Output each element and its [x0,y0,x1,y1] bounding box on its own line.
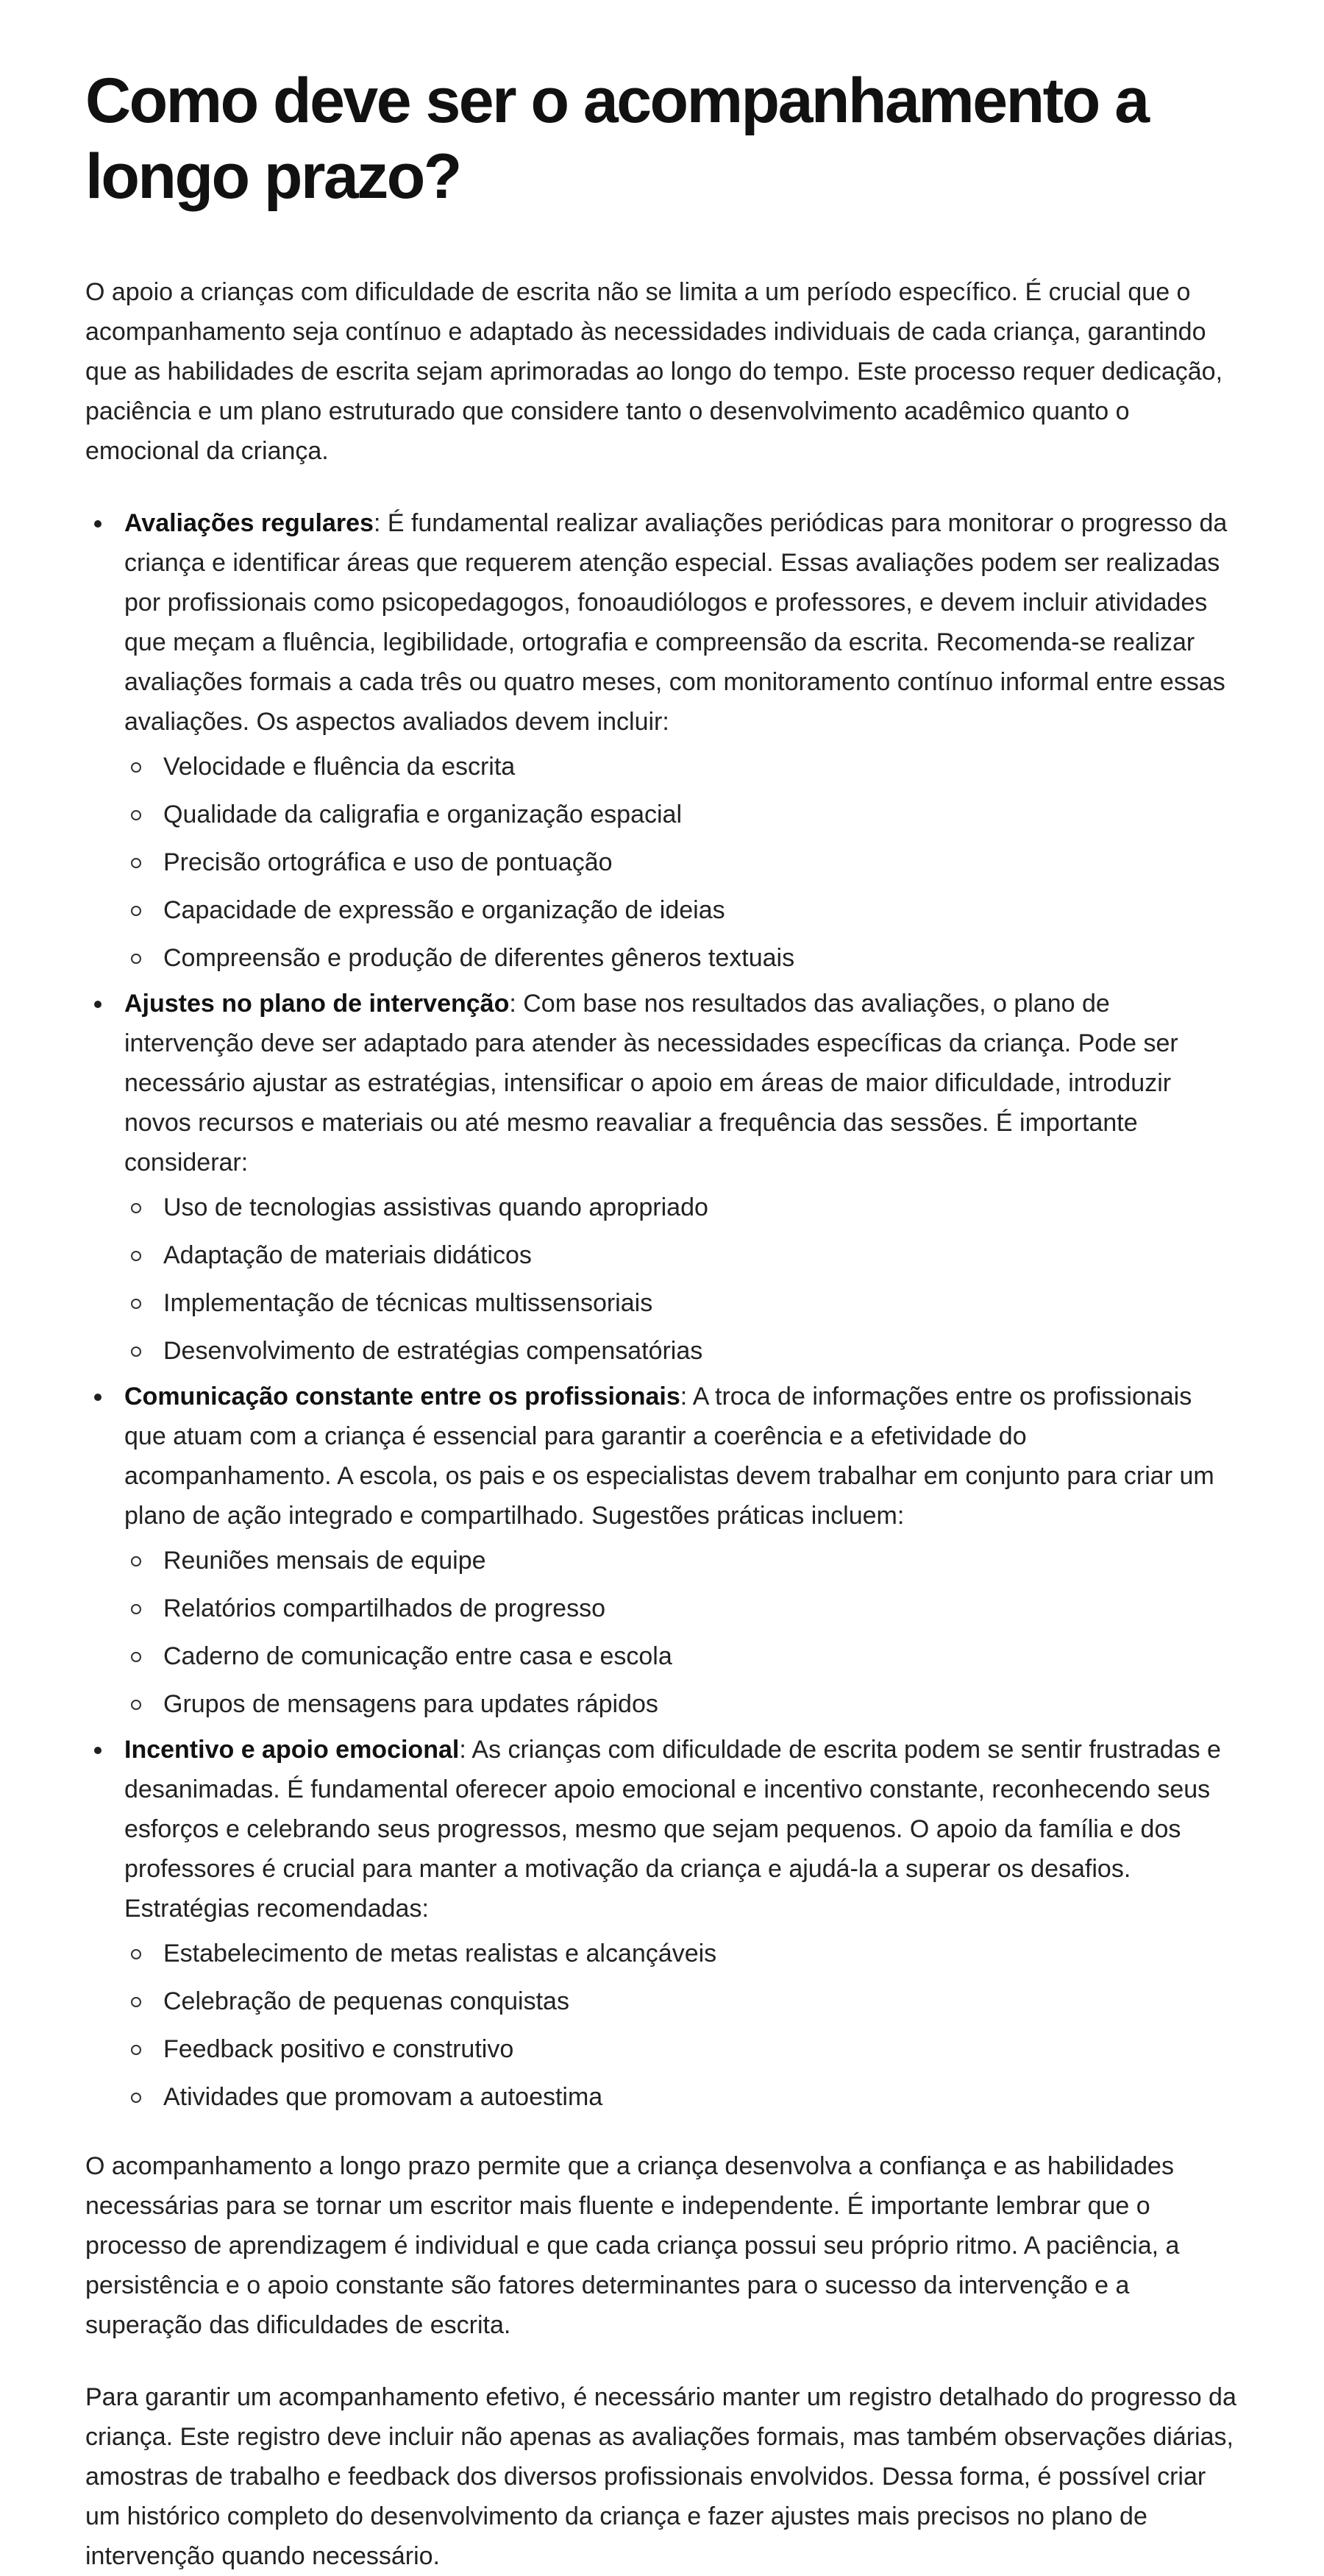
sub-list-item-text: Atividades que promovam a autoestima [163,2083,603,2111]
sub-list-item-text: Adaptação de materiais didáticos [163,1241,532,1269]
sub-list-item [124,2029,1239,2069]
list-item-avaliacoes [85,503,1239,978]
sub-list-item-text: Velocidade e fluência da escrita [163,753,516,781]
sub-list-item [124,842,1239,882]
circle-bullet-icon [131,906,141,916]
circle-bullet-icon [131,810,141,820]
sub-list-item [124,1188,1239,1227]
sub-list [124,747,1239,978]
sub-list [124,1934,1239,2117]
sub-list-item-text: Uso de tecnologias assistivas quando apropriado [163,1193,708,1221]
sub-list-item [124,1331,1239,1371]
sub-list-item-text: Implementação de técnicas multissensoriais [163,1289,653,1317]
bullet-icon [94,1747,102,1754]
list-item-text [124,509,1227,736]
list-item-body: : Com base nos resultados das avaliações, o plano de intervenção deve ser adaptado para atender às necessidades específicas da criança. Pode ser necessário ajustar as estratégias, intensificar o apoio em áreas de maior dificuldade, introduzir novos recursos e materiais ou até mesmo reavaliar a frequência das sessões. É importante considerar: [124,990,1178,1177]
sub-list-item-text: Celebração de pequenas conquistas [163,1987,569,2015]
circle-bullet-icon [131,1700,141,1710]
sub-list-item [124,1541,1239,1580]
list-item-text [124,990,1178,1177]
closing-paragraph: Para garantir um acompanhamento efetivo, é necessário manter um registro detalhado do progresso da criança. Este registro deve incluir não apenas as avaliações formais, mas também observações diárias, amostras de trabalho e feedback dos diversos profissionais envolvidos. Dessa forma, é possível criar um histórico completo do desenvolvimento da criança e fazer ajustes mais precisos no plano de intervenção quando necessário. [85,2383,1236,2570]
sub-list-item-text: Relatórios compartilhados de progresso [163,1594,605,1622]
sub-list [124,1541,1239,1724]
sub-list-item [124,1981,1239,2021]
bullet-icon [94,520,102,528]
list-item-ajustes [85,984,1239,1371]
circle-bullet-icon [131,1997,141,2007]
circle-bullet-icon [131,1556,141,1566]
sub-list-item [124,1589,1239,1628]
sub-list-item-text: Capacidade de expressão e organização de ideias [163,896,725,924]
sub-list-item [124,795,1239,834]
circle-bullet-icon [131,858,141,868]
page-title: Como deve ser o acompanhamento a longo prazo? [85,65,1148,212]
bullet-icon [94,1001,102,1008]
main-list [85,503,1239,2117]
sub-list [124,1188,1239,1371]
circle-bullet-icon [131,2093,141,2103]
bullet-icon [94,1394,102,1401]
sub-list-item [124,938,1239,978]
sub-list-item [124,1283,1239,1323]
circle-bullet-icon [131,762,141,773]
circle-bullet-icon [131,1251,141,1261]
closing-paragraph: O acompanhamento a longo prazo permite que a criança desenvolva a confiança e as habilidades necessárias para se tornar um escritor mais fluente e independente. É importante lembrar que o processo de aprendizagem é individual e que cada criança possui seu próprio ritmo. A paciência, a persistência e o apoio constante são fatores determinantes para o sucesso da intervenção e a superação das dificuldades de escrita. [85,2152,1180,2339]
sub-list-item [124,1235,1239,1275]
sub-list-item [124,890,1239,930]
sub-list-item [124,1934,1239,1973]
list-item-heading: Incentivo e apoio emocional [124,1736,460,1764]
sub-list-item-text: Reuniões mensais de equipe [163,1547,486,1575]
sub-list-item-text: Desenvolvimento de estratégias compensatórias [163,1337,703,1365]
sub-list-item [124,1636,1239,1676]
list-item-incentivo [85,1730,1239,2117]
list-item-body: : A troca de informações entre os profissionais que atuam com a criança é essencial para garantir a coerência e a efetividade do acompanhamento. A escola, os pais e os especialistas devem trabalhar em conjunto para criar um plano de ação integrado e compartilhado. Sugestões práticas incluem: [124,1383,1214,1530]
circle-bullet-icon [131,954,141,964]
intro-paragraph: O apoio a crianças com dificuldade de escrita não se limita a um período específico. É crucial que o acompanhamento seja contínuo e adaptado às necessidades individuais de cada criança, garantindo que as habilidades de escrita sejam aprimoradas ao longo do tempo. Este processo requer dedicação, paciência e um plano estruturado que considere tanto o desenvolvimento acadêmico quanto o emocional da criança. [85,278,1223,465]
sub-list-item [124,1684,1239,1724]
list-item-heading: Ajustes no plano de intervenção [124,990,510,1018]
sub-list-item-text: Qualidade da caligrafia e organização espacial [163,801,683,828]
list-item-body: : É fundamental realizar avaliações periódicas para monitorar o progresso da criança e identificar áreas que requerem atenção especial. Essas avaliações podem ser realizadas por profissionais como psicopedagogos, fonoaudiólogos e professores, e devem incluir atividades que meçam a fluência, legibilidade, ortografia e compreensão da escrita. Recomenda-se realizar avaliações formais a cada três ou quatro meses, com monitoramento contínuo informal entre essas avaliações. Os aspectos avaliados devem incluir: [124,509,1228,736]
sub-list-item-text: Estabelecimento de metas realistas e alcançáveis [163,1940,717,1968]
list-item-text [124,1383,1214,1530]
sub-list-item [124,747,1239,787]
sub-list-item-text: Precisão ortográfica e uso de pontuação [163,848,613,876]
list-item-body: : As crianças com dificuldade de escrita podem se sentir frustradas e desanimadas. É fundamental oferecer apoio emocional e incentivo constante, reconhecendo seus esforços e celebrando seus progressos, mesmo que sejam pequenos. O apoio da família e dos professores é crucial para manter a motivação da criança e ajudá-la a superar os desafios. Estratégias recomendadas: [124,1736,1221,1923]
circle-bullet-icon [131,1346,141,1357]
list-item-text [124,1736,1221,1923]
sub-list-item-text: Feedback positivo e construtivo [163,2035,514,2063]
circle-bullet-icon [131,1299,141,1309]
circle-bullet-icon [131,1949,141,1959]
circle-bullet-icon [131,1203,141,1213]
sub-list-item-text: Compreensão e produção de diferentes gêneros textuais [163,944,795,972]
circle-bullet-icon [131,1604,141,1614]
sub-list-item-text: Caderno de comunicação entre casa e escola [163,1642,672,1670]
list-item-heading: Comunicação constante entre os profissionais [124,1383,680,1411]
list-item-heading: Avaliações regulares [124,509,374,537]
sub-list-item [124,2077,1239,2117]
circle-bullet-icon [131,2045,141,2055]
sub-list-item-text: Grupos de mensagens para updates rápidos [163,1690,658,1718]
list-item-comunicacao [85,1377,1239,1724]
circle-bullet-icon [131,1652,141,1662]
